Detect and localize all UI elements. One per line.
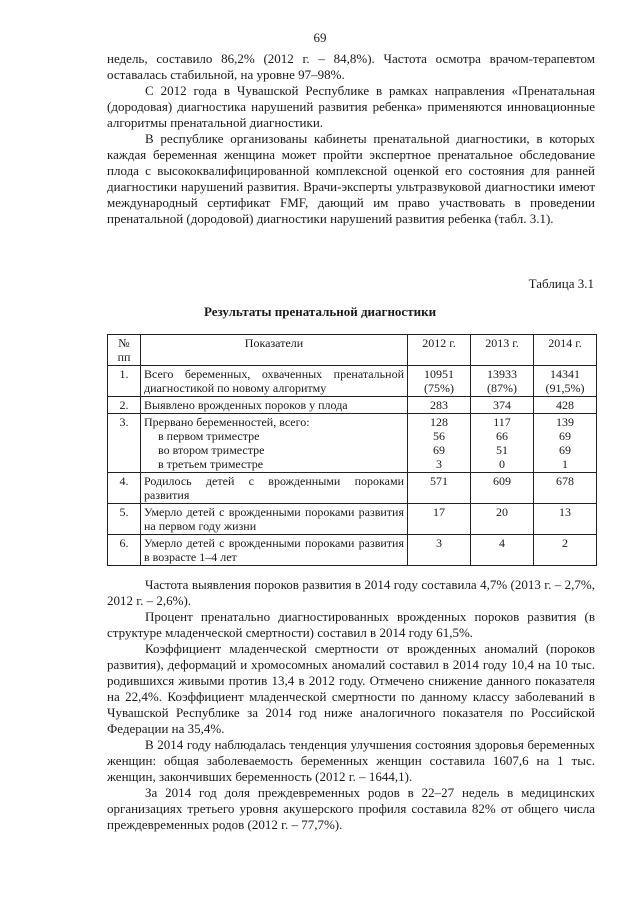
cell-value: (87%) [487,381,517,395]
value-2014 [534,473,597,504]
cell-value: 128 [430,415,448,429]
table-label: Таблица 3.1 [528,276,594,291]
value-2014 [534,414,597,473]
paragraph: Частота выявления пороков развития в 2014 году составила 4,7% (2013 г. – 2,7%, 2012 г. – 2,6%). [107,577,595,608]
row-number: 4. [108,473,141,504]
paragraph: недель, составило 86,2% (2012 г. – 84,8%). Частота осмотра врачом-терапевтом оставалась стабильной, на уровне 97–98%. [107,51,595,82]
table-row [108,366,597,397]
cell-value: 571 [430,474,448,488]
header-indicator: Показатели [141,335,408,366]
indicator-subitem: в третьем триместре [158,457,264,471]
row-indicator [141,473,408,504]
row-number: 1. [108,366,141,397]
value-2012 [408,414,471,473]
cell-value: (75%) [424,381,454,395]
paragraph: За 2014 год доля преждевременных родов в 22–27 недель в медицинских организациях третьего уровня акушерского профиля составила 82% от общего числа преждевременных родов (2012 г. – 77,7%). [107,785,595,832]
row-number: 2. [108,397,141,414]
cell-value: 283 [430,398,448,412]
indicator-text: Умерло детей с врожденными пороками развития в возрасте 1–4 лет [144,536,404,564]
paragraph: С 2012 года в Чувашской Республике в рамках направления «Пренатальная (дородовая) диагностика нарушений развития ребенка» применяются инновационные алгоритмы пренатальной диагностики. [107,83,595,130]
indicator-text: Выявлено врожденных пороков у плода [144,398,348,412]
cell-value: 374 [493,398,511,412]
cell-value: 428 [556,398,574,412]
cell-value: (91,5%) [545,381,585,395]
cell-value: 66 [496,429,508,443]
cell-value: 139 [556,415,574,429]
row-indicator [141,397,408,414]
cell-value: 13933 [487,367,517,381]
paragraph: Процент пренатально диагностированных врожденных пороков развития (в структуре младенческой смертности) составил в 2014 году 61,5%. [107,609,595,640]
row-indicator [141,366,408,397]
cell-value: 1 [562,457,568,471]
value-2014 [534,366,597,397]
paragraph: В 2014 году наблюдалась тенденция улучшения состояния здоровья беременных женщин: общая заболеваемость беременных женщин составила 1607,6 на 1 тыс. женщин, закончивших беременность (2012 г. – 1644,1). [107,737,595,784]
cell-value: 13 [559,505,571,519]
table-title: Результаты пренатальной диагностики [203,304,437,319]
cell-value: 17 [433,505,445,519]
value-2012 [408,535,471,566]
cell-value: 10951 [424,367,454,381]
value-2012 [408,397,471,414]
value-2013 [471,504,534,535]
indicator-subitem: во втором триместре [158,443,265,457]
table-header-row [108,335,597,366]
cell-value: 4 [499,536,505,550]
cell-value: 14341 [550,367,580,381]
cell-value: 56 [433,429,445,443]
indicator-text: Родилось детей с врожденными пороками развития [144,474,404,502]
header-2012: 2012 г. [408,335,471,366]
cell-value: 3 [436,536,442,550]
table-row [108,414,597,473]
cell-value: 69 [559,429,571,443]
value-2013 [471,535,534,566]
row-number: 5. [108,504,141,535]
value-2012 [408,504,471,535]
value-2013 [471,366,534,397]
cell-value: 117 [493,415,511,429]
page-number: 69 [313,30,327,45]
table-row [108,473,597,504]
value-2014 [534,535,597,566]
table-row [108,504,597,535]
value-2013 [471,414,534,473]
indicator-subitem: в первом триместре [158,429,260,443]
intro-text [107,51,595,227]
header-num: № пп [108,335,141,366]
value-2014 [534,397,597,414]
indicator-text: Умерло детей с врожденными пороками развития на первом году жизни [144,505,404,533]
outro-text [107,577,595,833]
paragraph: В республике организованы кабинеты пренатальной диагностики, в которых каждая беременная женщина может пройти экспертное пренатальное обследование плода с высококвалифицированной комплексной оценкой его состояния для ранней диагностики нарушений развития. Врачи-эксперты ультразвуковой диагностики имеют международный сертификат FMF, дающий им право участвовать в проведении пренатальной (дородовой) диагностики нарушений развития ребенка (табл. 3.1). [107,131,595,226]
row-number: 3. [108,414,141,473]
row-number: 6. [108,535,141,566]
cell-value: 609 [493,474,511,488]
header-2013: 2013 г. [471,335,534,366]
paragraph: Коэффициент младенческой смертности от врожденных аномалий (пороков развития), деформаций и хромосомных аномалий составил в 2014 году 10,4 на 10 тыс. родившихся живыми против 13,4 в 2012 году. Отмечено снижение данного показателя на 22,4%. Коэффициент младенческой смертности по данному классу заболеваний в Чувашской Республике за 2014 год ниже аналогичного показателя по Российской Федерации на 35,4%. [107,641,595,736]
cell-value: 3 [436,457,442,471]
value-2014 [534,504,597,535]
row-indicator [141,504,408,535]
cell-value: 51 [496,443,508,457]
cell-value: 2 [562,536,568,550]
value-2012 [408,473,471,504]
cell-value: 20 [496,505,508,519]
value-2013 [471,473,534,504]
value-2013 [471,397,534,414]
table-row [108,535,597,566]
indicator-text: Всего беременных, охваченных пренатальной диагностикой по новому алгоритму [144,367,404,395]
row-indicator [141,535,408,566]
value-2012 [408,366,471,397]
results-table [107,334,597,566]
cell-value: 0 [499,457,505,471]
indicator-text: Прервано беременностей, всего: [144,415,310,429]
cell-value: 69 [433,443,445,457]
cell-value: 678 [556,474,574,488]
table-row [108,397,597,414]
cell-value: 69 [559,443,571,457]
row-indicator [141,414,408,473]
header-2014: 2014 г. [534,335,597,366]
